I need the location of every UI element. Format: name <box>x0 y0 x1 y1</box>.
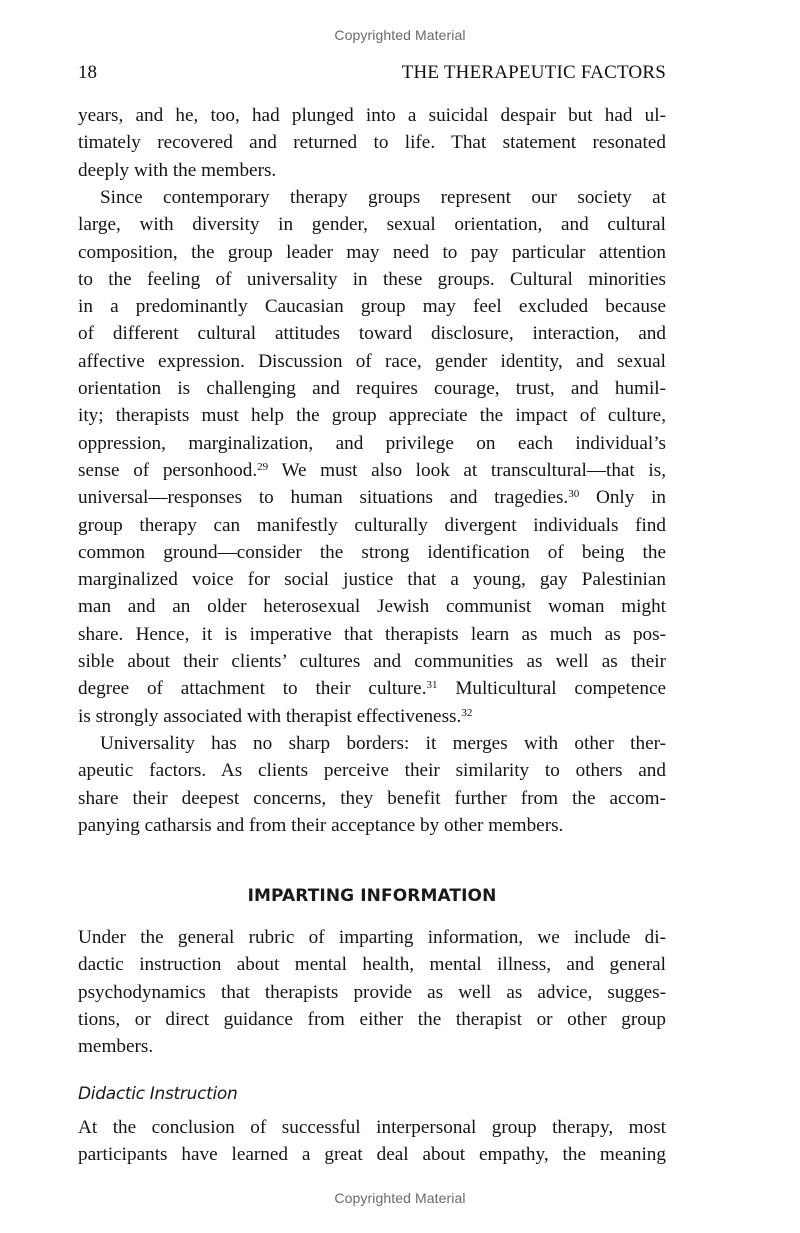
copyright-watermark-bottom: Copyrighted Material <box>334 1190 466 1206</box>
text-line: Under the general rubric of imparting information, we include di- <box>78 927 666 948</box>
text-line <box>78 675 666 702</box>
text-line: dactic instruction about mental health, mental illness, and general <box>78 954 666 976</box>
line-text: degree of attachment to their culture. <box>78 678 427 700</box>
paragraph-imparting-information <box>78 924 666 1060</box>
text-line <box>78 703 666 730</box>
text-line: share. Hence, it is imperative that therapists learn as much as pos- <box>78 623 666 645</box>
subheading: Didactic Instruction <box>78 1084 238 1104</box>
text-line <box>78 484 666 511</box>
section-heading: IMPARTING INFORMATION <box>247 886 497 906</box>
line-text: universal—responses to human situations and tragedies. <box>78 487 569 509</box>
text-line: composition, the group leader may need to pay particular attention <box>78 241 666 263</box>
copyright-watermark-top: Copyrighted Material <box>334 27 466 43</box>
text-line: in a predominantly Caucasian group may feel excluded because <box>78 296 666 318</box>
paragraph-diversity <box>78 184 666 730</box>
text-line: orientation is challenging and requires courage, trust, and humil- <box>78 378 666 400</box>
text-line: tions, or direct guidance from either the therapist or other group <box>78 1008 666 1030</box>
text-line: ity; therapists must help the group appreciate the impact of culture, <box>78 405 666 427</box>
line-text: Only in <box>579 487 666 509</box>
footnote-marker[interactable]: 30 <box>568 488 580 501</box>
text-line: marginalized voice for social justice that a young, gay Palestinian <box>78 569 666 591</box>
paragraph-universality <box>78 730 666 839</box>
running-header <box>78 62 666 86</box>
line-text: is strongly associated with therapist effectiveness. <box>78 705 462 727</box>
text-line: panying catharsis and from their acceptance by other members. <box>78 814 564 836</box>
text-line: sible about their clients’ cultures and communities as well as their <box>78 651 666 673</box>
text-line: large, with diversity in gender, sexual orientation, and cultural <box>78 214 666 236</box>
text-line: to the feeling of universality in these groups. Cultural minorities <box>78 268 666 290</box>
text-line <box>78 457 666 484</box>
page-number: 18 <box>78 62 97 83</box>
text-line: oppression, marginalization, and privilege on each individual’s <box>78 432 666 454</box>
line-text: sense of personhood. <box>78 459 258 481</box>
text-line: group therapy can manifestly culturally divergent individuals find <box>78 514 666 536</box>
text-line: years, and he, too, had plunged into a suicidal despair but had ul- <box>78 105 666 126</box>
text-line: deeply with the members. <box>78 159 277 181</box>
line-text: Multicultural competence <box>437 678 666 700</box>
text-line: participants have learned a great deal about empathy, the meaning <box>78 1144 666 1166</box>
footnote-marker[interactable]: 29 <box>257 460 269 473</box>
text-line: share their deepest concerns, they benefit further from the accom- <box>78 787 666 809</box>
line-text: We must also look at transcultural—that is, <box>268 459 666 481</box>
text-line: At the conclusion of successful interpersonal group therapy, most <box>78 1117 666 1138</box>
text-line: psychodynamics that therapists provide as well as advice, sugges- <box>78 981 666 1003</box>
paragraph-didactic-instruction <box>78 1114 666 1169</box>
text-line: apeutic factors. As clients perceive their similarity to others and <box>78 760 666 782</box>
paragraph-continuation <box>78 102 666 184</box>
footnote-marker[interactable]: 31 <box>426 679 438 692</box>
footnote-marker[interactable]: 32 <box>461 706 473 719</box>
text-line: man and an older heterosexual Jewish communist woman might <box>78 596 666 618</box>
running-title: THE THERAPEUTIC FACTORS <box>401 62 666 83</box>
text-line: members. <box>78 1036 154 1058</box>
text-line: of different cultural attitudes toward disclosure, interaction, and <box>78 323 666 345</box>
text-line: timately recovered and returned to life. That statement resonated <box>78 132 666 154</box>
text-line: common ground—consider the strong identification of being the <box>78 541 666 563</box>
text-line: Since contemporary therapy groups represent our society at <box>100 187 666 208</box>
text-line: Universality has no sharp borders: it merges with other ther- <box>100 733 666 754</box>
text-line: affective expression. Discussion of race, gender identity, and sexual <box>78 350 666 372</box>
